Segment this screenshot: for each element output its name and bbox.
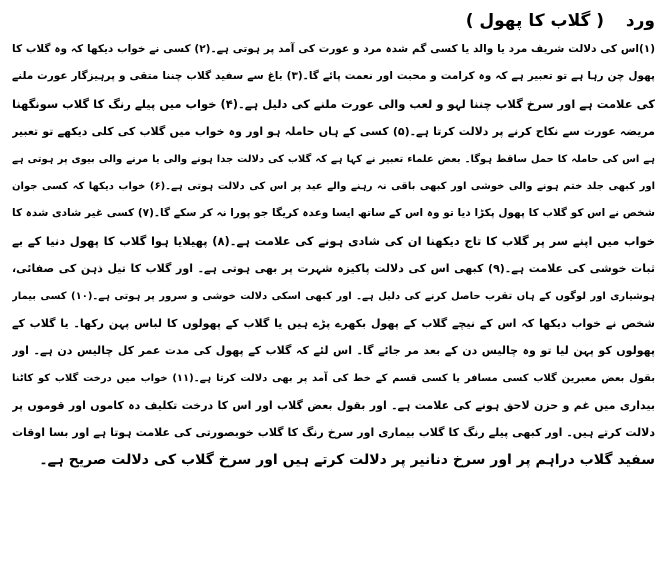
text-line: شخص نے اس کو گلاب کا پھول پکڑا دیا تو وہ اس کے ساتھ ایسا وعدہ کریگا جو پورا نہ کر سکے گا۔(۷) کسی غیر شادی شدہ کا [12, 207, 655, 220]
text-line: پھولوں کو پہن لیا تو وہ چالیس دن کے بعد مر جائے گا۔ اس لئے کہ گلاب کے پھول کی مدت عمر کل چالیس دن ہے۔ اور [12, 344, 655, 358]
heading-topic: ( گلاب کا پھول ) [465, 11, 605, 31]
text-line: (۱)اس کی دلالت شریف مرد یا والد یا کسی گم شدہ مرد و عورت کی آمد پر ہوتی ہے۔(۲) کسی نے خواب دیکھا کہ وہ گلاب کا [12, 43, 655, 55]
body-text [12, 36, 655, 474]
text-line: پھول چن رہا ہے تو تعبیر ہے کہ وہ کرامت و محبت اور نعمت پائے گا۔(۳) باغ سے سفید گلاب چننا متقی و پرہیزگار عورت ملنے [12, 70, 655, 83]
text-line: سفید گلاب دراہم پر اور سرخ دنانیر پر دلالت کرتے ہیں اور سرخ گلاب کی دلالت صریح ہے۔ [39, 451, 655, 468]
text-line: مریضہ عورت سے نکاح کرنے پر دلالت کرتا ہے۔(۵) کسی کے ہاں حاملہ ہو اور وہ خواب میں گلاب کی کلی دیکھے تو تعبیر [12, 125, 655, 139]
text-line: بیداری میں غم و حزن لاحق ہونے کی علامت ہے۔ اور بقول بعض گلاب اور اس کا درخت تکلیف دہ کاموں اور قوموں پر [12, 399, 655, 413]
text-line: خواب میں اپنے سر پر گلاب کا تاج دیکھنا ان کی شادی ہونے کی علامت ہے۔(۸) پھیلایا ہوا گلاب کا پھول دنیا کے بے [12, 233, 655, 248]
text-line: ہوشیاری اور لوگوں کے ہاں تقرب حاصل کرنے کی دلیل ہے۔ اور کبھی اسکی دلالت خوشی و سرور پر ہوتی ہے۔(۱۰) کسی بیمار [12, 290, 655, 302]
text-line: ثبات خوشی کی علامت ہے۔(۹) کبھی اس کی دلالت پاکیزہ شہرت پر بھی ہوتی ہے۔ اور گلاب کا تیل ذہن کی صفائی، [12, 262, 655, 276]
text-line: کی علامت ہے اور سرخ گلاب چننا لہو و لعب والی عورت ملنے کی دلیل ہے۔(۴) خواب میں پیلے رنگ کا گلاب سونگھنا [12, 96, 655, 111]
text-line: شخص نے خواب دیکھا کہ اس کے نیچے گلاب کے پھول بکھرے پڑے ہیں یا گلاب کے پھولوں کا لباس پہن رکھا۔ یا گلاب کے [12, 316, 655, 330]
text-line: ہے اس کی حاملہ کا حمل ساقط ہوگا۔ بعض علماء تعبیر نے کہا ہے کہ گلاب کی دلالت جدا ہونے والی یا مرنے والی بیوی پر ہوتی ہے [12, 153, 655, 165]
entry-heading [12, 6, 655, 36]
text-line: بقول بعض معبرین گلاب کسی مسافر یا کسی قسم کے خط کی آمد پر بھی دلالت کرتا ہے۔(۱۱) خواب میں درخت گلاب کو کاٹنا [12, 372, 655, 384]
text-line: اور کبھی جلد ختم ہونے والی خوشی اور کبھی باقی نہ رہنے والے عید پر اس کی دلالت ہوتی ہے۔(۶) خواب دیکھا کہ کسی جوان [12, 180, 655, 192]
text-line: دلالت کرتے ہیں۔ اور کبھی پیلے رنگ کا گلاب بیماری اور سرخ رنگ کا گلاب خوبصورتی کی علامت ہوتا ہے اور بسا اوقات [12, 426, 655, 440]
heading-word: ورد [625, 11, 655, 31]
